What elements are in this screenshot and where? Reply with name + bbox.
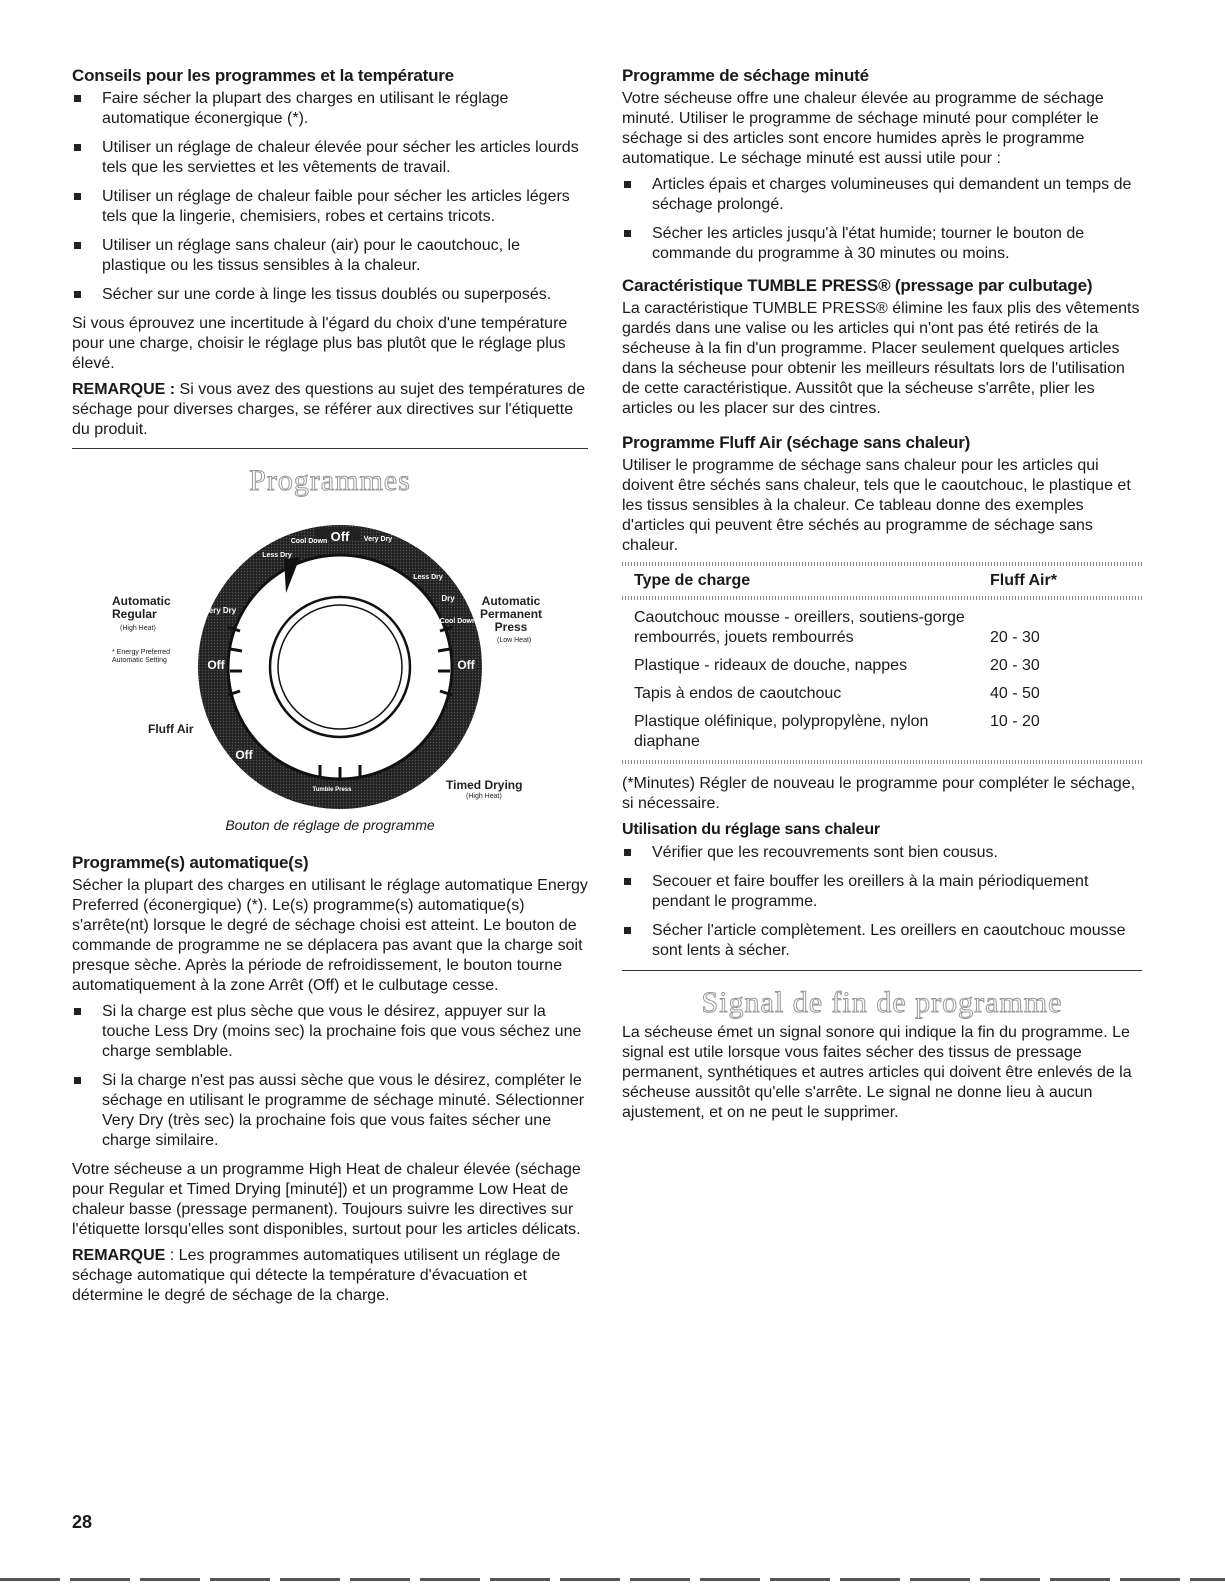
fluff-air-table [622, 566, 1142, 760]
label-low-heat: (Low Heat) [497, 637, 532, 644]
signal-heading: Signal de fin de programme [701, 986, 1063, 1019]
label-high-heat-1: (High Heat) [120, 625, 156, 632]
page-number: 28 [72, 1512, 93, 1532]
seg-off-bottom: Off [235, 748, 253, 762]
label-fluff-air: Fluff Air [148, 722, 194, 736]
note-label: REMARQUE [72, 1247, 166, 1264]
note-paragraph [72, 1246, 588, 1306]
bullet-icon [74, 1077, 81, 1084]
label-high-heat-2: (High Heat) [466, 793, 502, 800]
table-cell: Caoutchouc mousse - oreillers, soutiens-gorge rembourrés, jouets rembourrés [634, 609, 965, 646]
bullet-icon [74, 144, 81, 151]
seg-cool-down-1: Cool Down [290, 538, 328, 545]
seg-off-left: Off [207, 658, 225, 672]
seg-very-dry-1: Very Dry [363, 536, 393, 543]
table-cell: 20 - 30 [990, 657, 1040, 674]
timed-list [622, 175, 1142, 264]
bullet-icon [624, 230, 631, 237]
label-automatic-regular: Automatic Regular [112, 594, 171, 621]
list-item: Faire sécher la plupart des charges en utilisant le réglage automatique éconergique (*). [72, 89, 588, 129]
section-title-fluff-air: Programme Fluff Air (séchage sans chaleur) [622, 433, 971, 452]
bullet-icon [624, 181, 631, 188]
list-item: Vérifier que les recouvrements sont bien cousus. [622, 843, 1142, 863]
bullet-icon [74, 1008, 81, 1015]
list-item: Sécher sur une corde à linge les tissus doublés ou superposés. [72, 285, 588, 305]
table-bottom-rule [622, 760, 1142, 764]
table-row [622, 678, 1142, 706]
paragraph: La sécheuse émet un signal sonore qui indique la fin du programme. Le signal est utile lorsque vous faites sécher des tissus de pressage permanent, synthétiques et autres articles qui doivent être enlevés de la sécheuse aussitôt qu'elle s'arrête. Le signal ne donne lieu à aucun ajustement, et on ne peut le supprimer. [622, 1024, 1132, 1121]
seg-less-dry-2: Less Dry [413, 574, 443, 581]
list-item: Sécher l'article complètement. Les oreillers en caoutchouc mousse sont lents à sécher. [622, 921, 1142, 961]
paragraph: Si vous éprouvez une incertitude à l'égard du choix d'une température pour une charge, choisir le réglage plus bas plutôt que le réglage plus élevé. [72, 315, 568, 372]
list-item: Utiliser un réglage sans chaleur (air) pour le caoutchouc, le plastique ou les tissus sensibles à la chaleur. [72, 236, 588, 276]
seg-off-right: Off [457, 658, 475, 672]
paragraph: Sécher la plupart des charges en utilisant le réglage automatique Energy Preferred (éconergique) (*). Le(s) programme(s) automatique(s) s'arrête(nt) lorsque le degré de séchage choisi est atteint. Le bouton de commande de programme ne se déplacera pas avant que la charge soit presque sèche. Après la période de refroidissement, le bouton tourne automatiquement à la zone Arrêt (Off) et le culbutage cesse. [72, 877, 588, 994]
label-timed-drying: Timed Drying [446, 778, 523, 792]
section-title-tumble-press: Caractéristique TUMBLE PRESS® (pressage par culbutage) [622, 276, 1093, 295]
seg-less-dry-1: Less Dry [262, 552, 292, 559]
seg-off-top: Off [330, 529, 350, 544]
list-item: Sécher les articles jusqu'à l'état humide; tourner le bouton de commande du programme à 30 minutes ou moins. [622, 224, 1142, 264]
table-cell: 20 - 30 [990, 629, 1040, 646]
table-footnote: (*Minutes) Régler de nouveau le programme pour compléter le séchage, si nécessaire. [622, 775, 1136, 812]
bullet-icon [74, 291, 81, 298]
table-row [622, 650, 1142, 678]
table-header-fluff-air: Fluff Air* [990, 572, 1057, 589]
seg-cool-down-2: Cool Down [439, 618, 477, 625]
bullet-icon [74, 193, 81, 200]
label-energy-preferred: * Energy Preferred Automatic Setting [112, 649, 170, 664]
table-cell: Plastique - rideaux de douche, nappes [634, 657, 908, 674]
note-paragraph [72, 380, 588, 440]
list-item: Si la charge n'est pas aussi sèche que vous le désirez, compléter le séchage en utilisant le programme de séchage minuté. Sélectionner Very Dry (très sec) la prochaine fois que vous faites sécher une charge similaire. [72, 1071, 588, 1151]
table-cell: 10 - 20 [990, 713, 1040, 730]
section-title-tips: Conseils pour les programmes et la température [72, 66, 454, 85]
seg-tumble-press: Tumble Press [312, 787, 352, 793]
section-title-timed-drying: Programme de séchage minuté [622, 66, 869, 85]
list-item: Utiliser un réglage de chaleur élevée pour sécher les articles lourds tels que les serviettes et les vêtements de travail. [72, 138, 588, 178]
bullet-icon [624, 878, 631, 885]
paragraph: La caractéristique TUMBLE PRESS® élimine les faux plis des vêtements gardés dans une valise ou les articles qui n'ont pas été retirés de la sécheuse à la fin d'un programme. Placer seulement quelques articles dans la sécheuse pour obtenir les meilleurs résultats lors de l'utilisation de cette caractéristique. Aussitôt que la sécheuse s'arrête, plier les articles ou les placer sur des cintres. [622, 300, 1140, 417]
tips-list [72, 89, 588, 305]
paragraph: Votre sécheuse a un programme High Heat de chaleur élevée (séchage pour Regular et Timed Drying [minuté]) et un programme Low Heat de chaleur basse (pressage permanent). Toujours suivre les directives sur l'étiquette lorsqu'elles sont disponibles, surtout pour les articles délicats. [72, 1161, 581, 1238]
seg-very-dry-2: Very Dry [203, 606, 237, 615]
figure-caption: Bouton de réglage de programme [225, 817, 435, 833]
list-item: Secouer et faire bouffer les oreillers à la main périodiquement pendant le programme. [622, 872, 1142, 912]
right-column [622, 66, 1142, 1129]
note-text: : Les programmes automatiques utilisent un réglage de séchage automatique qui détecte la température d'évacuation et détermine le degré de séchage de la charge. [72, 1247, 561, 1304]
bullet-icon [624, 849, 631, 856]
left-column [72, 66, 588, 1312]
paragraph: Votre sécheuse offre une chaleur élevée au programme de séchage minuté. Utiliser le programme de séchage minuté pour compléter le séchage si des articles sont encore humides après le programme automatique. Le séchage minuté est aussi utile pour : [622, 90, 1104, 167]
automatic-list [72, 1002, 588, 1151]
list-item: Si la charge est plus sèche que vous le désirez, appuyer sur la touche Less Dry (moins sec) la prochaine fois que vous séchez une charge semblable. [72, 1002, 588, 1062]
cycle-dial-figure [72, 501, 588, 811]
table-row [622, 600, 1142, 650]
list-item: Articles épais et charges volumineuses qui demandent un temps de séchage prolongé. [622, 175, 1142, 215]
table-cell: Plastique oléfinique, polypropylène, nylon diaphane [634, 713, 929, 750]
note-text: Si vous avez des questions au sujet des températures de séchage pour diverses charges, se référer aux directives sur l'étiquette du produit. [72, 381, 586, 438]
divider [72, 448, 588, 449]
note-label: REMARQUE : [72, 381, 176, 398]
table-header-type: Type de charge [634, 572, 751, 589]
section-title-automatic: Programme(s) automatique(s) [72, 853, 309, 872]
no-heat-list [622, 843, 1142, 961]
table-cell: Tapis à endos de caoutchouc [634, 685, 842, 702]
section-title-no-heat: Utilisation du réglage sans chaleur [622, 821, 880, 838]
list-item: Utiliser un réglage de chaleur faible pour sécher les articles légers tels que la lingerie, chemisiers, robes et certains tricots. [72, 187, 588, 227]
table-row [622, 706, 1142, 760]
table-header-row [622, 566, 1142, 596]
divider [622, 970, 1142, 971]
paragraph: Utiliser le programme de séchage sans chaleur pour les articles qui doivent être séchés sans chaleur, tels que le caoutchouc, le plastique et les tissus sensibles à la chaleur. Ce tableau donne des exemples d'articles qui peuvent être séchés au programme de séchage sans chaleur. [622, 457, 1131, 554]
table-cell: 40 - 50 [990, 685, 1040, 702]
bullet-icon [624, 927, 631, 934]
label-automatic-permanent-press: Automatic Permanent Press [480, 594, 543, 634]
bullet-icon [74, 95, 81, 102]
programmes-heading: Programmes [249, 464, 411, 497]
seg-dry: Dry [441, 594, 455, 603]
bottom-edge-marks [0, 1578, 1225, 1581]
bullet-icon [74, 242, 81, 249]
